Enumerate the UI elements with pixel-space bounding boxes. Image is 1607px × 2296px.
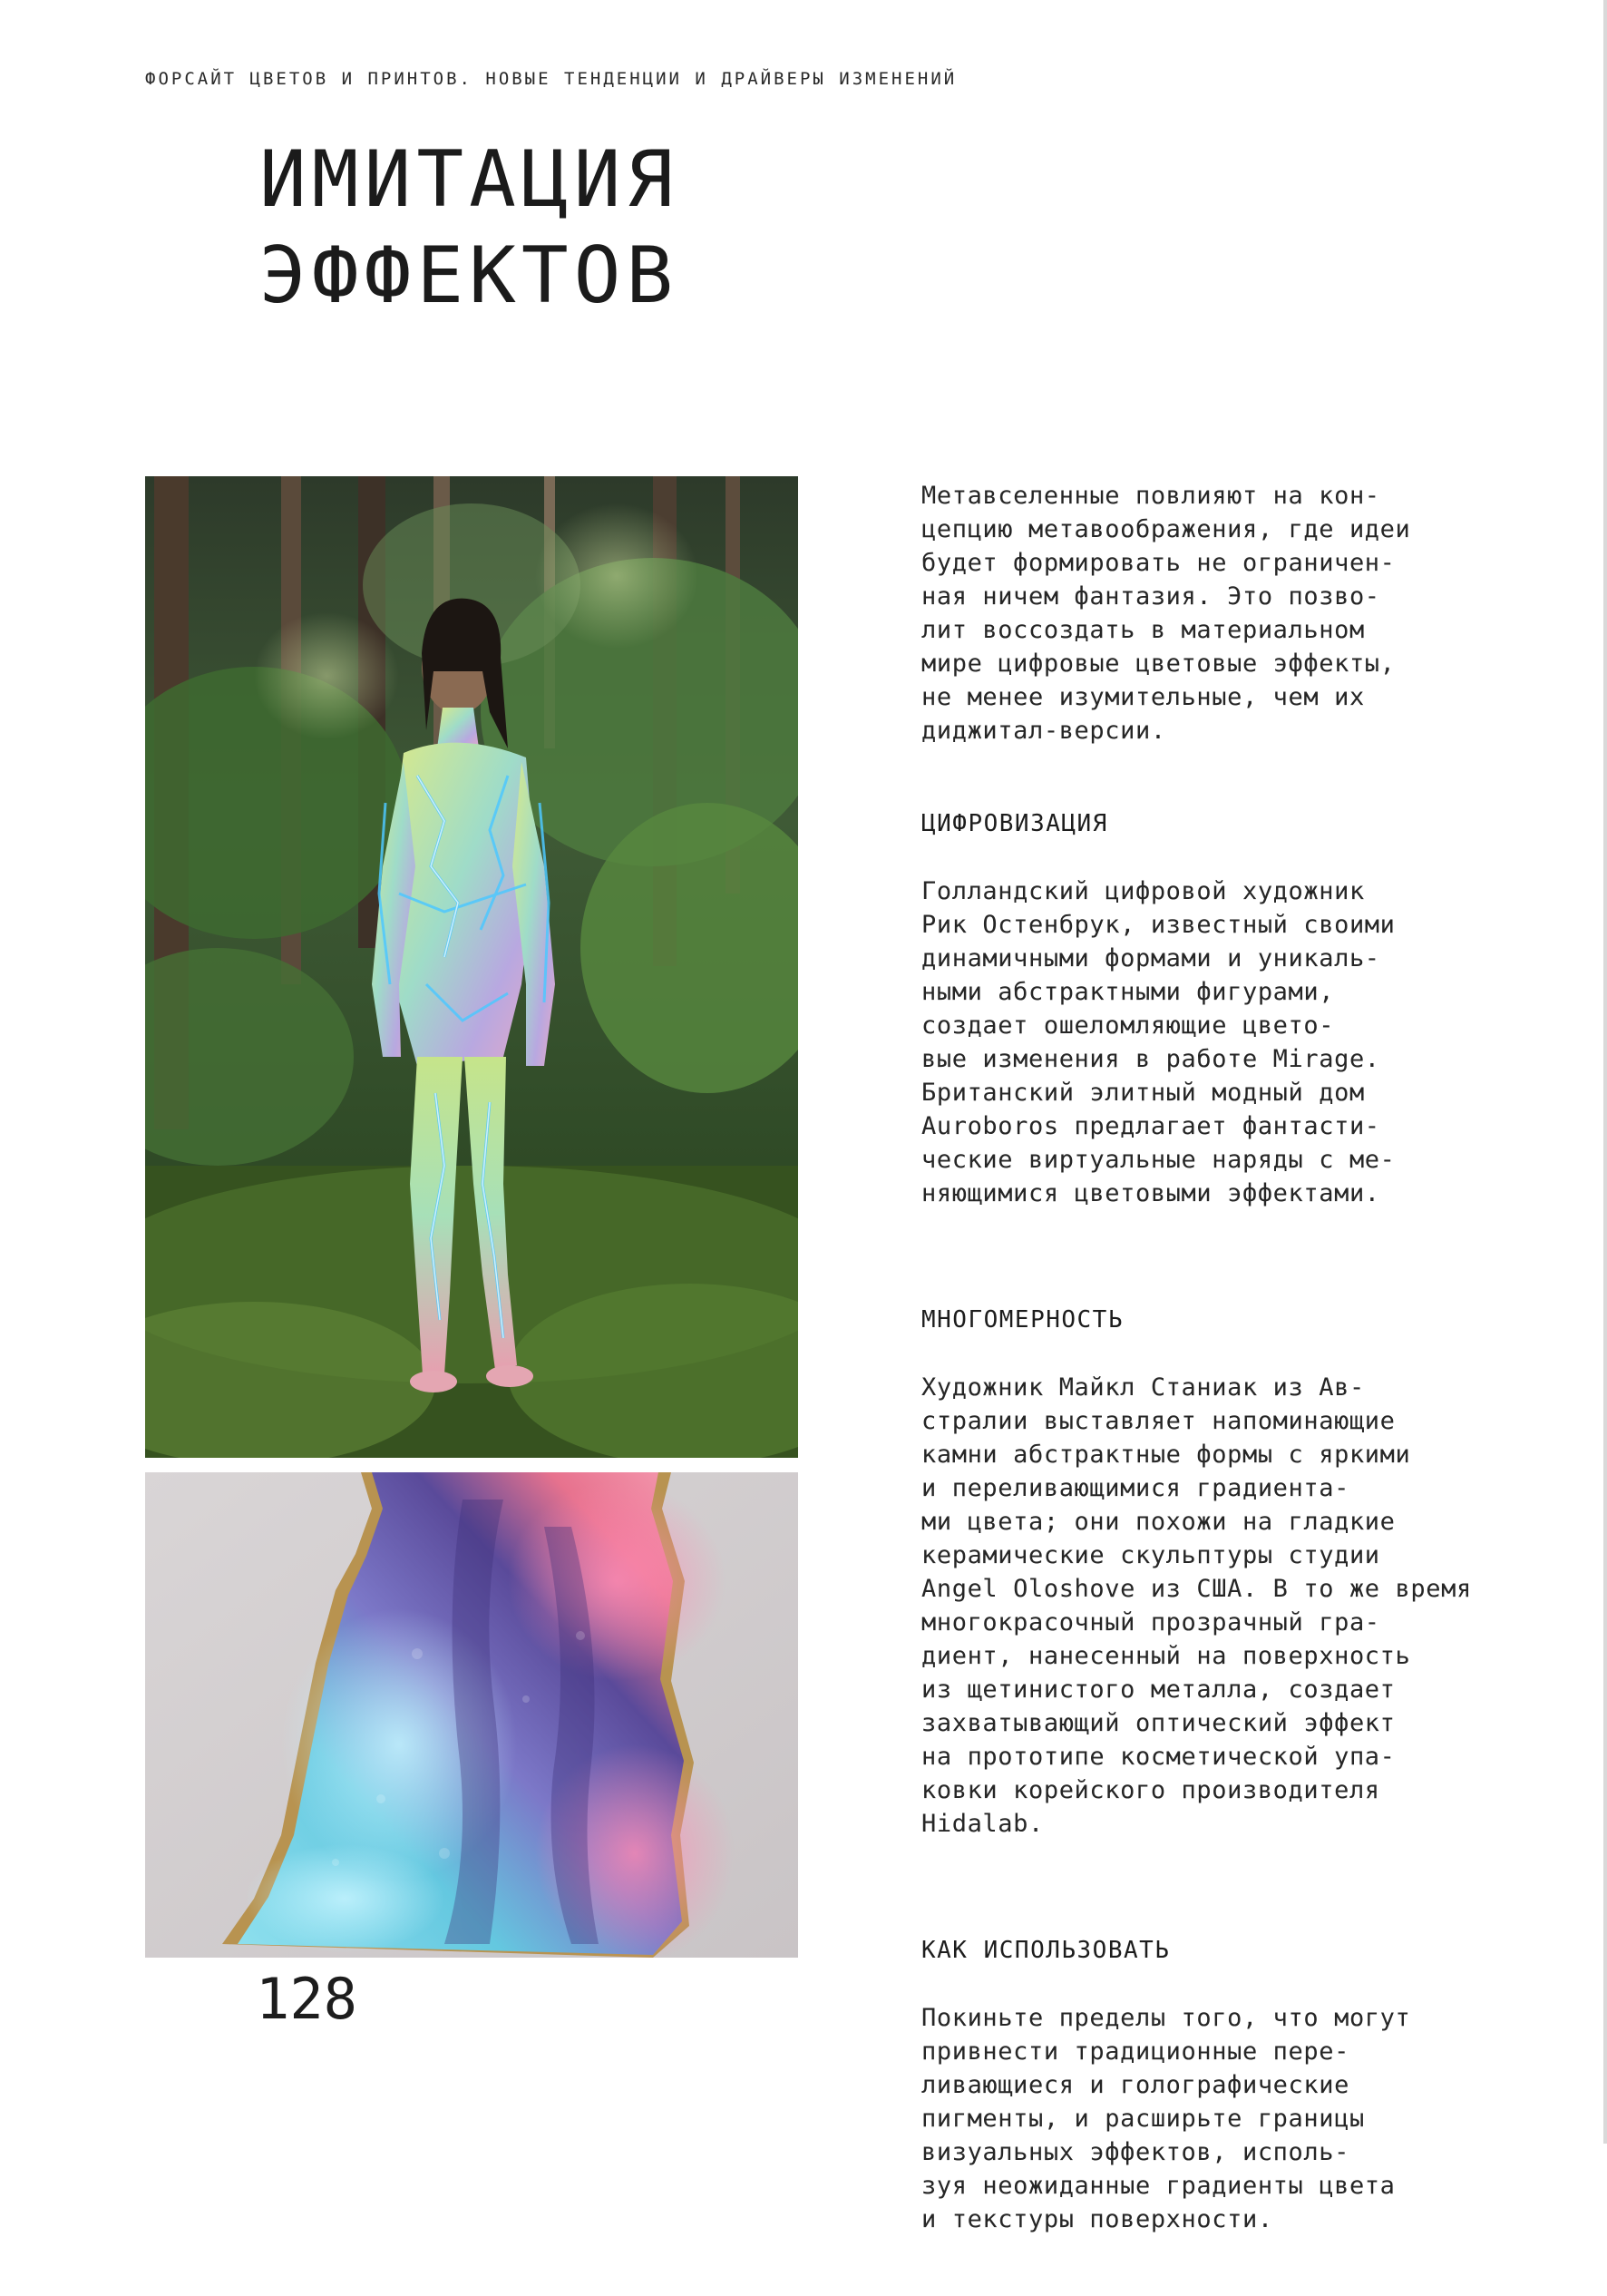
iridescent-sculpture-photo <box>145 1472 798 1958</box>
section-text: Голландский цифровой художник Рик Остенбрук, известный своими динамичными формами и уникаль- ными абстрактными фигурами, создает ошеломляющие цвето- вые изменения в работе Mirage. Британский элитный модный дом Auroboros предлагает фантасти- ческие виртуальные наряды с ме- няющимися цветовыми эффектами. <box>921 877 1396 1207</box>
section-text: Покиньте пределы того, что могут привнести традиционные пере- ливающиеся и голографические пигменты, и расширьте границы визуальных эффектов, исполь- зуя неожиданные градиенты цвета и текстуры поверхности. <box>921 2004 1411 2233</box>
page-number: 128 <box>256 1966 357 2032</box>
body-text-column <box>921 479 1556 2296</box>
section-heading: МНОГОМЕРНОСТЬ <box>921 1306 1124 1334</box>
title-line-2: ЭФФЕКТОВ <box>259 230 679 321</box>
page-title <box>259 132 678 324</box>
section-multidimensionality <box>921 1270 1556 1874</box>
forest-body-art-photo <box>145 476 798 1458</box>
page-edge <box>1603 0 1607 2144</box>
section-heading: ЦИФРОВИЗАЦИЯ <box>921 810 1108 837</box>
section-text: Художник Майкл Станиак из Ав- стралии выставляет напоминающие камни абстрактные формы с яркими и переливающимися градиента- ми цвета; они похожи на гладкие керамические скульптуры студии Angel Oloshove из США. В то же время многокрасочный прозрачный гра- диент, нанесенный на поверхность из щетинистого металла, создает захватывающий оптический эффект на прототипе косметической упа- ковки корейского производителя Hidalab. <box>921 1373 1472 1838</box>
running-head: ФОРСАЙТ ЦВЕТОВ И ПРИНТОВ. НОВЫЕ ТЕНДЕНЦИИ И ДРАЙВЕРЫ ИЗМЕНЕНИЙ <box>145 69 958 89</box>
section-digitalization <box>921 774 1556 1244</box>
title-line-1: ИМИТАЦИЯ <box>259 134 679 225</box>
section-how-to-use <box>921 1900 1556 2270</box>
intro-paragraph: Метавселенные повлияют на кон- цепцию метавоображения, где идеи будет формировать не ограничен- ная ничем фантазия. Это позво- лит воссоздать в материальном мире цифровые цветовые эффекты, не менее изумительные, чем их диджитал-версии. <box>921 482 1411 745</box>
section-heading: КАК ИСПОЛЬЗОВАТЬ <box>921 1937 1171 1964</box>
